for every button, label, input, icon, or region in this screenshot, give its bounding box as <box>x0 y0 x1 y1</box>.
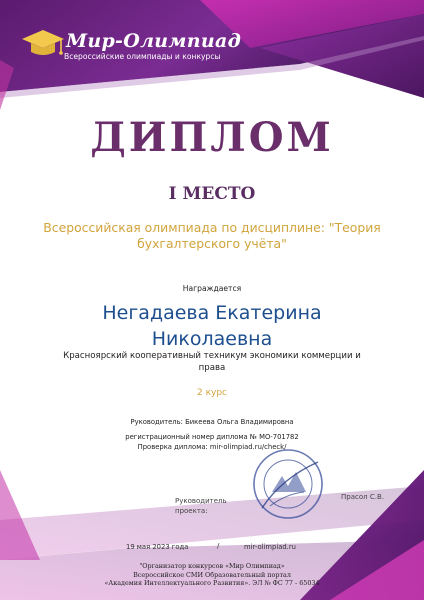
seal-stamp <box>252 448 324 520</box>
footer-line2: Всероссийское СМИ Образовательный портал <box>133 570 291 579</box>
brand-name: Мир-Олимпиад <box>66 30 242 52</box>
diploma-title: ДИПЛОМ <box>90 114 334 161</box>
separator: / <box>217 542 220 550</box>
footer-line3: «Академия Интеллектуального Развития». ЭЛ № ФС 77 - 65034 <box>104 579 320 588</box>
graduation-cap-icon <box>20 24 66 70</box>
footer-line1: "Организатор конкурсов «Мир Олимпиад» <box>139 562 285 570</box>
leader-label-line1: Руководитель <box>175 497 227 505</box>
recipient-name-line2: Николаевна <box>151 328 273 350</box>
awarded-label: Награждается <box>182 284 242 293</box>
place-label: I МЕСТО <box>168 184 256 204</box>
check-link: Проверка диплома: mir-olimpiad.ru/check/ <box>137 443 287 451</box>
issue-date: 19 мая 2023 года <box>126 543 189 551</box>
signer-name: Прасол С.В. <box>341 493 384 501</box>
bottom-left-triangle <box>0 470 40 560</box>
recipient-name <box>0 300 424 352</box>
brand-subtitle: Всероссийские олимпиады и конкурсы <box>64 52 221 61</box>
recipient-name-line1: Негадаева Екатерина <box>102 302 322 324</box>
organization: Красноярский кооперативный техникум экономики коммерции и права <box>63 351 361 373</box>
registration-number: регистрационный номер диплома № МО-701782 <box>125 433 299 441</box>
footer-info <box>0 562 424 588</box>
olympiad-name: Всероссийская олимпиада по дисциплине: "Теория бухгалтерского учёта" <box>43 220 381 251</box>
course: 2 курс <box>196 388 227 398</box>
site-link[interactable]: mir-olimpiad.ru <box>244 543 296 551</box>
supervisor: Руководитель: Бикеева Ольга Владимировна <box>130 418 294 426</box>
leader-label-line2: проекта: <box>175 507 208 515</box>
leader-label <box>175 496 227 516</box>
